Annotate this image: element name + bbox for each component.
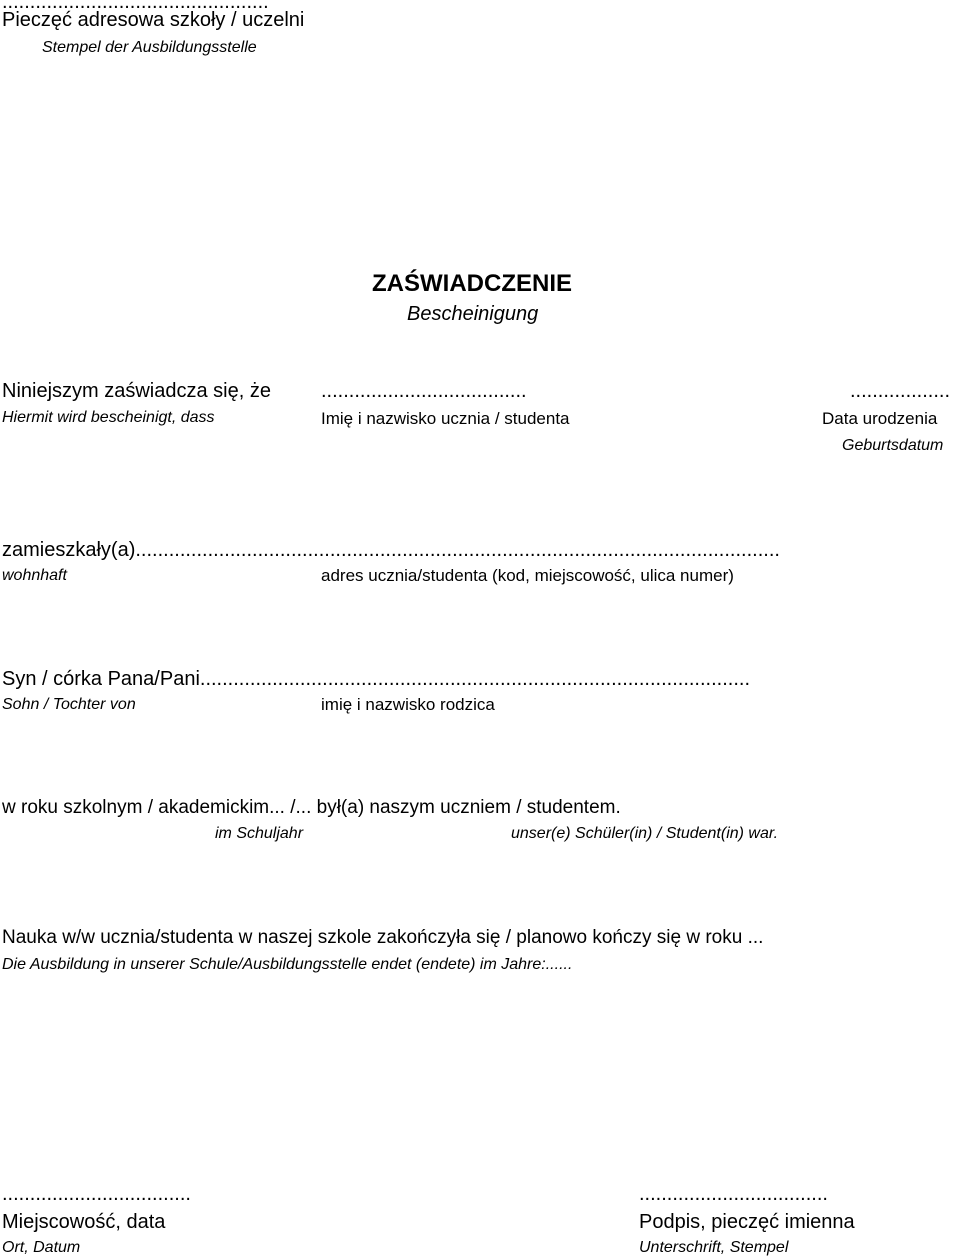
document-subtitle: Bescheinigung	[407, 303, 539, 325]
education-text-pl: Nauka w/w ucznia/studenta w naszej szkole zakończyła się / planowo kończy się w roku ...	[2, 927, 764, 948]
dob-dots: ..................	[850, 380, 951, 402]
sign-dots: ..................................	[639, 1183, 828, 1205]
residence-hint: adres ucznia/studenta (kod, miejscowość, ulica numer)	[321, 566, 734, 585]
school-year-de: im Schuljahr	[215, 825, 304, 842]
parent-hint: imię i nazwisko rodzica	[321, 695, 495, 714]
certify-intro-de: Hiermit wird bescheinigt, dass	[2, 409, 215, 426]
stamp-dots: ................................................	[2, 0, 269, 13]
place-label-pl: Miejscowość, data	[2, 1211, 166, 1233]
education-text-de: Die Ausbildung in unserer Schule/Ausbildungsstelle endet (endete) im Jahre:......	[2, 956, 573, 973]
name-label-pl: Imię i nazwisko ucznia / studenta	[321, 409, 570, 428]
school-year-text: w roku szkolnym / akademickim... /... był(a) naszym uczniem / studentem.	[2, 797, 621, 818]
stamp-label-de: Stempel der Ausbildungsstelle	[42, 39, 257, 56]
place-dots: ..................................	[2, 1183, 191, 1205]
sign-label-pl: Podpis, pieczęć imienna	[639, 1211, 855, 1233]
sign-label-de: Unterschrift, Stempel	[639, 1239, 789, 1256]
residence-label-pl: zamieszkały(a)....................................................................................................................	[2, 539, 780, 561]
parent-label-de: Sohn / Tochter von	[2, 696, 136, 713]
place-label-de: Ort, Datum	[2, 1239, 81, 1256]
dob-label-pl: Data urodzenia	[822, 409, 938, 428]
student-de: unser(e) Schüler(in) / Student(in) war.	[511, 825, 779, 842]
parent-label-pl: Syn / córka Pana/Pani...................................................................................................	[2, 668, 750, 690]
residence-label-de: wohnhaft	[2, 567, 67, 584]
stamp-label-pl: Pieczęć adresowa szkoły / uczelni	[2, 9, 305, 31]
name-dots: .....................................	[321, 380, 527, 402]
document-title: ZAŚWIADCZENIE	[372, 270, 572, 297]
dob-label-de: Geburtsdatum	[842, 437, 944, 454]
certify-intro-pl: Niniejszym zaświadcza się, że	[2, 380, 271, 402]
